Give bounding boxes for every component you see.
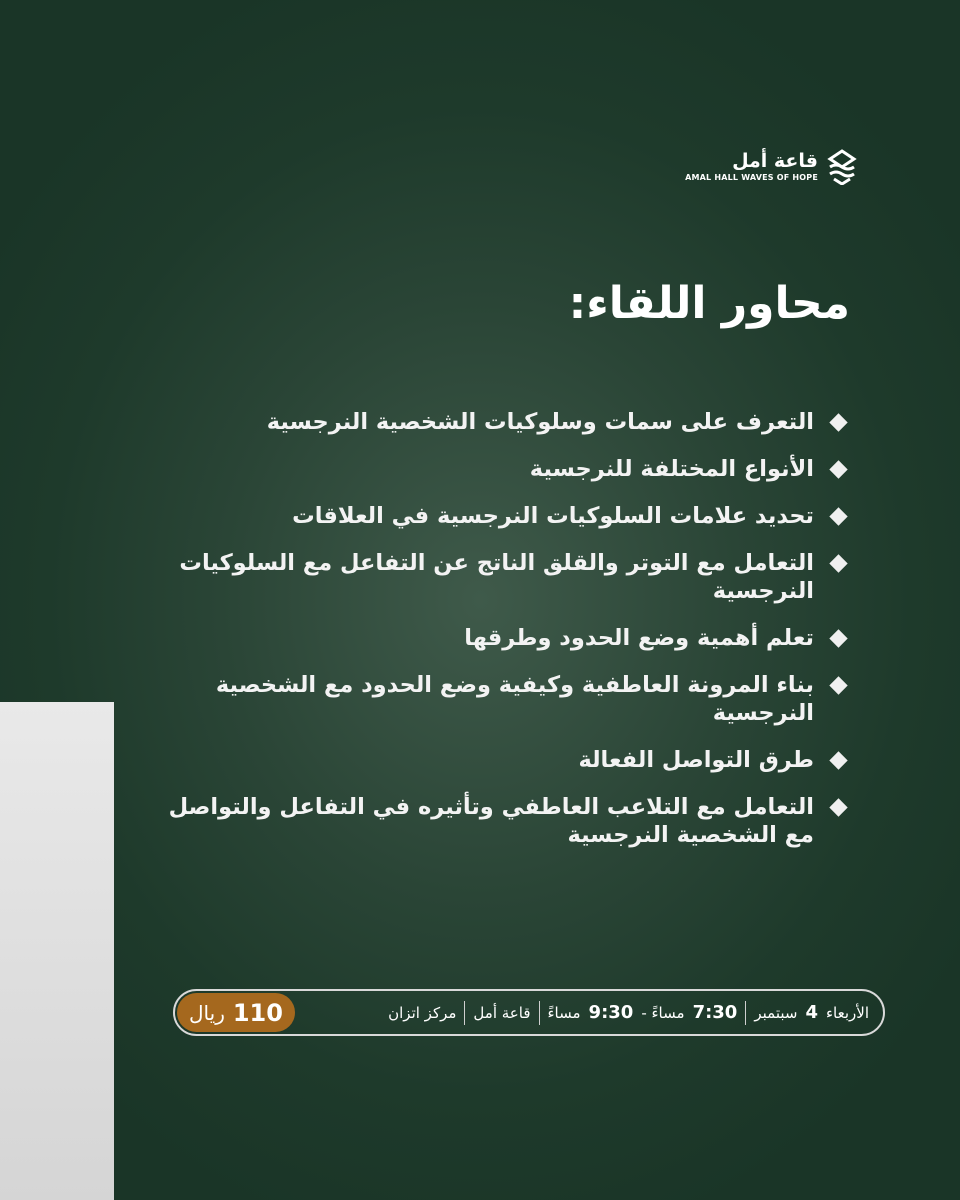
event-date-number: 4 — [805, 1002, 818, 1023]
list-item — [165, 793, 845, 849]
list-item-text: التعرف على سمات وسلوكيات الشخصية النرجسية — [266, 409, 814, 435]
logo-arabic-text: قاعة أمل — [732, 150, 818, 172]
divider — [539, 1001, 540, 1025]
diamond-bullet-icon — [829, 629, 847, 647]
event-end-time: 9:30 — [588, 1002, 634, 1023]
divider — [464, 1001, 465, 1025]
diamond-bullet-icon — [829, 554, 847, 572]
diamond-bullet-icon — [829, 676, 847, 694]
topics-list — [165, 408, 845, 868]
list-item — [165, 624, 845, 652]
event-end-suffix: مساءً — [547, 1003, 581, 1022]
event-start-time: 7:30 — [692, 1002, 738, 1023]
event-venue: قاعة أمل — [473, 1003, 531, 1022]
list-item-text: التعامل مع التوتر والقلق الناتج عن التفاعل مع السلوكيات النرجسية — [179, 550, 814, 604]
list-item-text: طرق التواصل الفعالة — [578, 747, 814, 773]
diamond-bullet-icon — [829, 460, 847, 478]
list-item-text: الأنواع المختلفة للنرجسية — [529, 456, 814, 482]
list-item-text: بناء المرونة العاطفية وكيفية وضع الحدود مع الشخصية النرجسية — [215, 672, 814, 726]
list-item — [165, 671, 845, 727]
diamond-bullet-icon — [829, 751, 847, 769]
list-item — [165, 549, 845, 605]
event-start-suffix: مساءً - — [641, 1003, 685, 1022]
list-item-text: تحديد علامات السلوكيات النرجسية في العلاقات — [292, 503, 814, 529]
logo-english-text: AMAL HALL WAVES OF HOPE — [685, 173, 818, 182]
event-day: الأربعاء — [825, 1003, 869, 1022]
price-badge — [177, 993, 295, 1032]
page-title: محاور اللقاء: — [568, 278, 850, 329]
price-currency: ريال — [189, 1000, 225, 1025]
list-item — [165, 502, 845, 530]
event-month: سبتمبر — [754, 1003, 798, 1022]
divider — [745, 1001, 746, 1025]
event-center: مركز اتزان — [388, 1003, 457, 1022]
list-item — [165, 746, 845, 774]
list-item — [165, 455, 845, 483]
waves-logo-icon — [826, 149, 858, 185]
price-value: 110 — [232, 998, 283, 1027]
diamond-bullet-icon — [829, 798, 847, 816]
diamond-bullet-icon — [829, 413, 847, 431]
event-info-bar — [173, 989, 885, 1036]
decorative-side-panel — [0, 702, 114, 1200]
list-item — [165, 408, 845, 436]
event-details — [295, 1001, 883, 1025]
list-item-text: تعلم أهمية وضع الحدود وطرقها — [464, 625, 814, 651]
logo — [685, 148, 858, 186]
diamond-bullet-icon — [829, 507, 847, 525]
list-item-text: التعامل مع التلاعب العاطفي وتأثيره في التفاعل والتواصل مع الشخصية النرجسية — [168, 794, 814, 848]
